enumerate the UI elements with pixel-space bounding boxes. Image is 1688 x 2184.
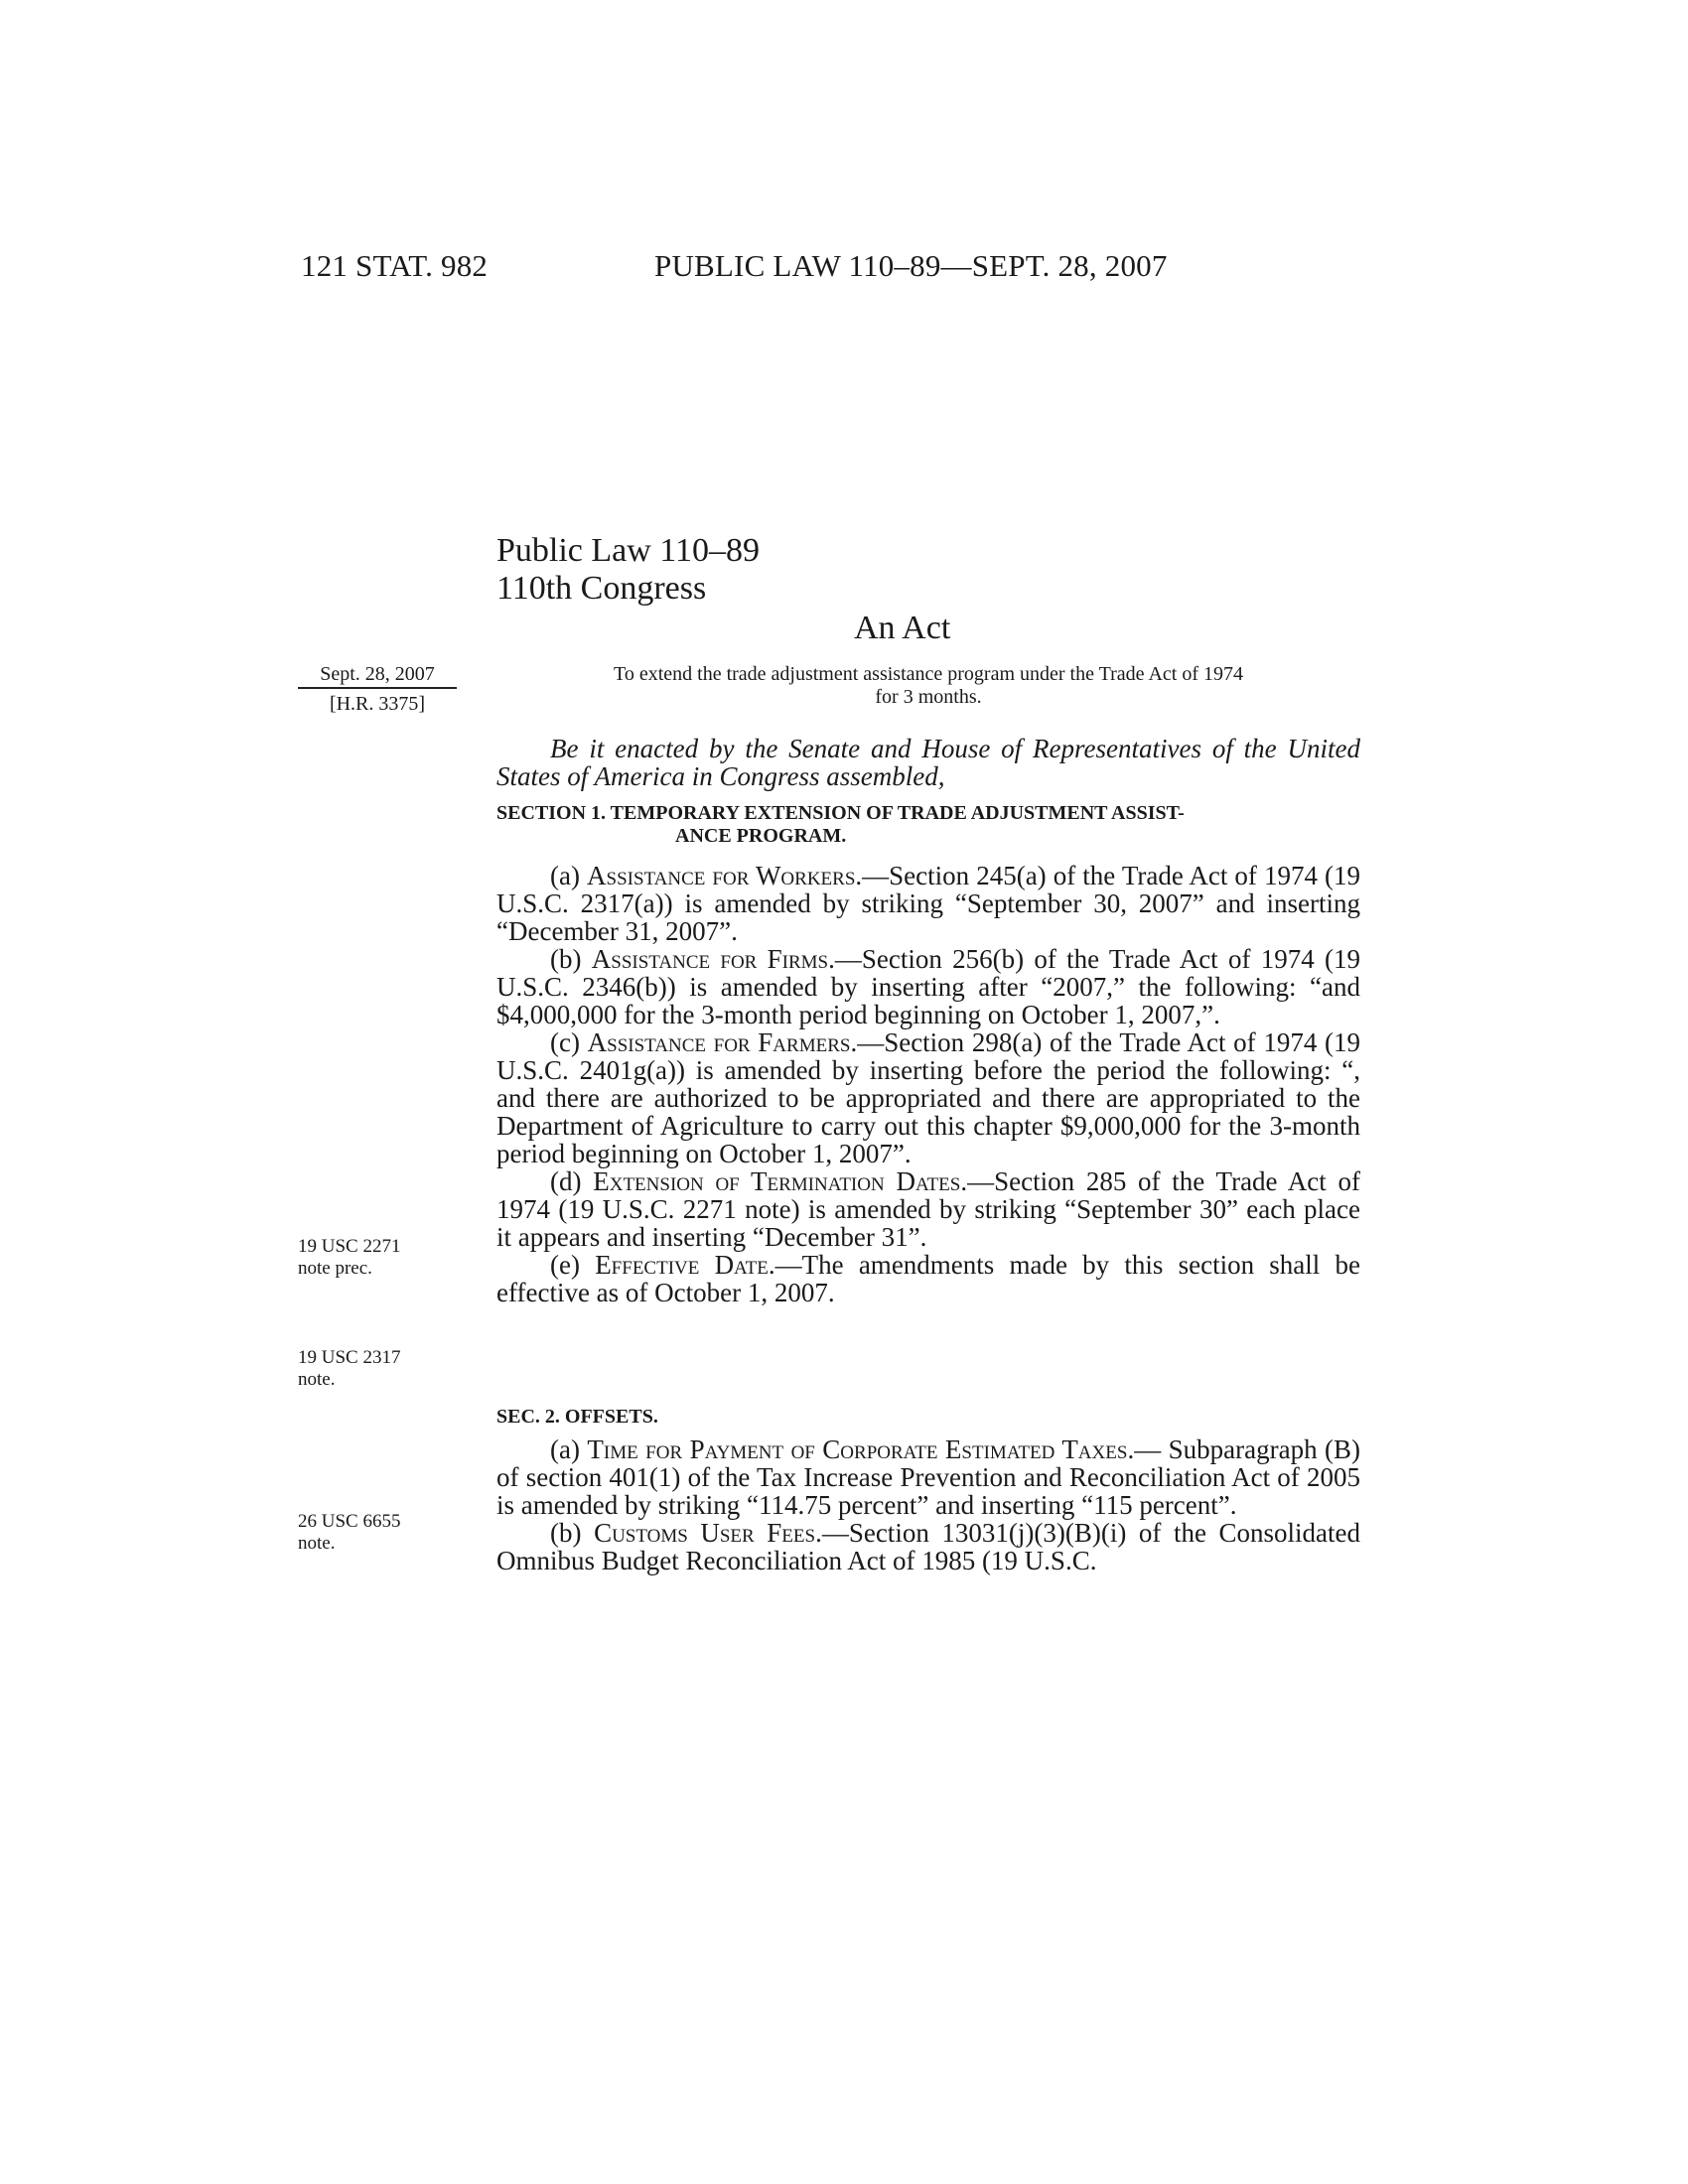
usc-note-6655	[298, 1511, 400, 1555]
subsection-text: .—Section 245(a) of the Trade Act of 1974 (19 U.S.C. 2317(a)) is amended by striking “September 30, 2007” and inserting “December 31, 2007”.	[496, 861, 1361, 946]
subsection-caption: Customs User Fees	[594, 1518, 816, 1548]
usc-note-2271	[298, 1236, 400, 1280]
section-2-body	[496, 1435, 1360, 1574]
section-1-heading	[496, 802, 1360, 848]
purpose-line-1: To extend the trade adjustment assistance program under the Trade Act of 1974	[614, 663, 1243, 685]
subsection-text: .—Section 256(b) of the Trade Act of 1974 (19 U.S.C. 2346(b)) is amended by inserting after “2007,” the following: “and $4,000,000 for the 3-month period beginning on October 1, 2007,”.	[496, 944, 1360, 1029]
subsection-text: .—The amendments made by this section shall be effective as of October 1, 2007.	[496, 1250, 1360, 1307]
purpose-line-2: for 3 months.	[875, 686, 982, 708]
subsection-text: .—Section 13031(j)(3)(B)(i) of the Consolidated Omnibus Budget Reconciliation Act of 1985 (19 U.S.C.	[496, 1518, 1360, 1575]
section-1-body	[496, 862, 1360, 1306]
subsection-text: .—Section 298(a) of the Trade Act of 1974 (19 U.S.C. 2401g(a)) is amended by inserting before the period the following: “, and there are authorized to be appropriated and there are appropriated to the Department of Agriculture to carry out this chapter $9,000,000 for the 3-month period beginning on October 1, 2007”.	[496, 1027, 1360, 1168]
usc-note-line: 26 USC 6655	[298, 1511, 401, 1532]
subsection-b	[496, 945, 1360, 1028]
congress-number: 110th Congress	[496, 570, 707, 607]
section-2-heading: SEC. 2. OFFSETS.	[496, 1406, 658, 1428]
public-law-number: Public Law 110–89	[496, 532, 761, 569]
public-law-date: PUBLIC LAW 110–89—SEPT. 28, 2007	[654, 248, 1168, 283]
subsection-d	[496, 1167, 1360, 1251]
usc-note-line: note.	[298, 1369, 336, 1390]
subsection-text: .— Subparagraph (B) of section 401(1) of the Tax Increase Prevention and Reconciliation Act of 2005 is amended by striking “114.75 percent” and inserting “115 percent”.	[496, 1434, 1361, 1520]
subsection-caption: Time for Payment of Corporate Estimated Taxes	[587, 1434, 1128, 1464]
subsection-a	[496, 862, 1360, 945]
subsection-label: (b)	[550, 1518, 595, 1548]
subsection-label: (a)	[550, 861, 588, 890]
usc-note-line: note prec.	[298, 1258, 372, 1279]
subsection-label: (d)	[550, 1166, 594, 1196]
subsection-caption: Extension of Termination Dates	[593, 1166, 961, 1196]
usc-note-line: 19 USC 2317	[298, 1347, 401, 1368]
stat-reference: 121 STAT. 982	[301, 248, 489, 283]
subsection-e	[496, 1251, 1360, 1306]
act-heading: An Act	[854, 610, 951, 646]
subsection-caption: Effective Date	[595, 1250, 769, 1280]
subsection-text: .—Section 285 of the Trade Act of 1974 (19 U.S.C. 2271 note) is amended by striking “September 30” each place it appears and inserting “December 31”.	[496, 1166, 1361, 1252]
subsection-a	[496, 1435, 1360, 1519]
bill-number-note: [H.R. 3375]	[329, 693, 426, 715]
act-purpose	[521, 663, 1336, 709]
subsection-b	[496, 1519, 1360, 1574]
subsection-c	[496, 1028, 1360, 1167]
section-1-heading-line-2: ANCE PROGRAM.	[675, 825, 847, 847]
enactment-date-note: Sept. 28, 2007	[298, 663, 457, 689]
enacting-clause: Be it enacted by the Senate and House of Representatives of the United States of America in Congress assembled,	[496, 734, 1360, 791]
subsection-label: (c)	[550, 1027, 588, 1057]
law-title	[496, 532, 760, 608]
usc-note-line: 19 USC 2271	[298, 1236, 401, 1257]
subsection-label: (e)	[550, 1250, 596, 1280]
usc-note-line: note.	[298, 1533, 336, 1554]
usc-note-2317	[298, 1347, 400, 1391]
section-1-heading-line-1: SECTION 1. TEMPORARY EXTENSION OF TRADE ADJUSTMENT ASSIST-	[496, 802, 1185, 824]
subsection-caption: Assistance for Firms	[591, 944, 829, 974]
subsection-caption: Assistance for Workers	[587, 861, 856, 890]
subsection-label: (a)	[550, 1434, 588, 1464]
subsection-caption: Assistance for Farmers	[587, 1027, 851, 1057]
subsection-label: (b)	[550, 944, 592, 974]
